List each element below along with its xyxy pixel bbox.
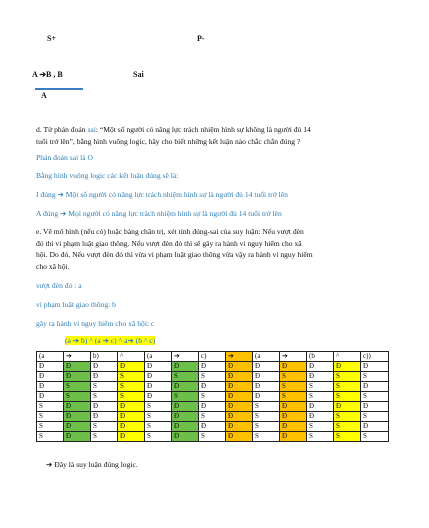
truth-table-cell: S [334,432,361,442]
truth-table-cell: S [145,402,172,412]
truth-table-cell: Đ [253,362,280,372]
truth-table-cell: Đ [280,402,307,412]
var-a: vượt đèn đỏ : a [36,281,82,290]
truth-table-header-cell: ^ [118,352,145,362]
truth-table-cell: Đ [226,382,253,392]
truth-table-cell: Đ [226,402,253,412]
truth-table-header-cell: ^ [334,352,361,362]
truth-table-cell: Đ [334,402,361,412]
truth-table-cell: S [307,422,334,432]
truth-table-cell: Đ [91,412,118,422]
question-e [36,226,396,272]
truth-table-cell: Đ [145,362,172,372]
truth-table-cell: S [199,412,226,422]
truth-table-cell: S [37,402,64,412]
truth-table-cell: S [307,432,334,442]
question-e-line3: hội. Do đó, Nếu vượt đèn đỏ thì vừa vi phạm luật giao thông vừa vậy ra hành vi nguy hiểm [36,250,313,259]
truth-table-cell: S [172,372,199,382]
a-label: A [41,91,47,100]
question-sai: sai [87,125,96,134]
truth-table-header-cell: ➔ [172,352,199,362]
truth-table-cell: Đ [334,362,361,372]
s-plus-label: S+ [47,34,57,43]
table-row [37,372,389,382]
truth-table-cell: S [280,372,307,382]
truth-table-cell: S [91,422,118,432]
truth-table-cell: S [253,422,280,432]
underline-divider [35,88,83,90]
truth-table-cell: Đ [307,372,334,382]
truth-table-cell: S [280,392,307,402]
truth-table-cell: Đ [199,362,226,372]
judgement-text: Phán đoán sai là O [36,153,93,162]
table-row [37,412,389,422]
truth-table-cell: Đ [226,362,253,372]
truth-table-cell: Đ [91,362,118,372]
truth-table-cell: S [145,432,172,442]
truth-table-cell: Đ [307,402,334,412]
truth-table-cell: Đ [145,372,172,382]
sai-label: Sai [133,70,144,79]
formula-text: (a ➔ b) ^ (a ➔ c) ^ a➔ (b ^ c) [65,336,156,345]
truth-table-cell: Đ [64,362,91,372]
truth-table-cell: S [253,402,280,412]
table-row [37,422,389,432]
truth-table-cell: Đ [118,432,145,442]
truth-table-cell: Đ [172,412,199,422]
truth-table-cell: S [145,412,172,422]
truth-table-cell: S [307,392,334,402]
p-minus-label: P- [197,34,205,43]
truth-table-cell: Đ [118,412,145,422]
truth-table-cell: Đ [361,382,389,392]
truth-table-cell: Đ [280,362,307,372]
truth-table-cell: S [253,432,280,442]
question-e-line2: đỏ thì vi phạm luật giao thông. Nếu vượt đèn đỏ thì sẽ gây ra hành vi nguy hiểm cho xã [36,238,302,248]
truth-table-cell: S [334,392,361,402]
truth-table-header-cell: (a [145,352,172,362]
truth-table-header-cell: b) [91,352,118,362]
question-line1-rest: : “Một số người có năng lực trách nhiệm hình sự không là người đủ 14 [95,125,311,134]
truth-table-cell: S [64,392,91,402]
truth-table-cell: Đ [172,422,199,432]
truth-table-cell: Đ [199,422,226,432]
question-prefix: d. Từ phán đoán [36,125,88,134]
truth-table-cell: Đ [253,382,280,392]
truth-table-cell: S [361,412,389,422]
truth-table-header-cell: (a [37,352,64,362]
truth-table-header [37,352,389,362]
truth-table-cell: Đ [37,382,64,392]
truth-table-cell: Đ [226,392,253,402]
table-row [37,382,389,392]
truth-table-cell: S [199,432,226,442]
var-c: gây ra hành vi nguy hiểm cho xã hội: c [36,319,155,328]
truth-table-cell: S [145,422,172,432]
truth-table-cell: Đ [307,362,334,372]
truth-table-cell: Đ [280,412,307,422]
truth-table-cell: S [91,382,118,392]
final-conclusion: ➔ Đây là suy luận đúng logic. [46,460,138,469]
truth-table-cell: Đ [280,432,307,442]
truth-table-cell: S [37,422,64,432]
truth-table-header-cell: c) [199,352,226,362]
truth-table-header-cell: c)) [361,352,389,362]
truth-table-cell: Đ [172,432,199,442]
truth-table-cell: S [253,412,280,422]
truth-table-cell: S [172,392,199,402]
truth-table-cell: Đ [172,362,199,372]
truth-table-cell: S [199,392,226,402]
truth-table-header-cell: (a [253,352,280,362]
truth-table-cell: S [334,382,361,392]
table-row [37,402,389,412]
truth-table-cell: S [118,372,145,382]
truth-table-cell: Đ [64,422,91,432]
truth-table-cell: Đ [64,372,91,382]
truth-table-cell: S [307,382,334,392]
truth-table-cell: Đ [253,392,280,402]
truth-table-cell: Đ [307,412,334,422]
truth-table-header-cell: ➔ [280,352,307,362]
truth-table-cell: Đ [37,372,64,382]
truth-table-header-cell: ➔ [64,352,91,362]
truth-table-cell: Đ [37,392,64,402]
truth-table-cell: S [334,372,361,382]
truth-table-cell: S [64,382,91,392]
truth-table-cell: Đ [91,402,118,412]
truth-table-cell: Đ [118,362,145,372]
truth-table-cell: Đ [226,412,253,422]
table-row [37,432,389,442]
truth-table-cell: S [37,432,64,442]
truth-table-cell: S [361,372,389,382]
truth-table-cell: S [334,412,361,422]
truth-table-cell: Đ [199,402,226,412]
truth-table-cell: Đ [37,362,64,372]
var-b: vi phạm luật giao thông: b [36,300,116,309]
truth-table-cell: Đ [64,432,91,442]
truth-table-cell: S [91,432,118,442]
truth-table-cell: Đ [361,402,389,412]
truth-table-cell: S [118,392,145,402]
truth-table-cell: Đ [172,382,199,392]
truth-table-cell: S [334,422,361,432]
truth-table-cell: S [280,382,307,392]
question-d [36,124,396,147]
truth-table-cell: S [361,432,389,442]
truth-table-cell: Đ [226,422,253,432]
truth-table-cell: Đ [361,362,389,372]
truth-table-cell: Đ [199,382,226,392]
truth-table-header-cell: (b [307,352,334,362]
truth-table-cell: S [118,382,145,392]
truth-table-cell: Đ [280,422,307,432]
truth-table [36,351,389,442]
formula [65,335,155,347]
square-title: Bằng hình vuông logic các kết luận đúng sẽ là: [36,171,179,180]
truth-table-cell: Đ [172,402,199,412]
question-line2: tuổi trở lên”, bằng hình vuông logic, hãy cho biết những kết luận nào chắc chắn đúng ? [36,136,301,146]
truth-table-cell: Đ [361,422,389,432]
truth-table-cell: Đ [64,412,91,422]
truth-table-cell: S [91,392,118,402]
truth-table-cell: Đ [145,382,172,392]
conclusion-a: A đúng ➔ Mọi người có năng lực trách nhiệm hình sự là người đủ 14 tuổi trở lên [36,209,282,218]
truth-table-cell: Đ [226,432,253,442]
truth-table-cell: S [199,372,226,382]
conclusion-i: I đúng ➔ Một số người có năng lực trách nhiệm hình sự là người đủ 14 tuổi trở lên [36,190,288,199]
table-row [37,362,389,372]
truth-table-cell: Đ [91,372,118,382]
a-b-label: A ➔B , B [32,70,63,79]
truth-table-cell: Đ [145,392,172,402]
truth-table-cell: Đ [226,372,253,382]
truth-table-header-cell: ➔ [226,352,253,362]
question-e-line4: cho xã hội. [36,261,70,271]
truth-table-cell: Đ [253,372,280,382]
truth-table-cell: S [361,392,389,402]
truth-table-cell: Đ [118,422,145,432]
question-e-line1: e. Vẽ mô hình (nếu có) hoặc bảng chân trị, xét tính đúng-sai của suy luận: Nếu vượt đèn [36,227,304,236]
table-row [37,392,389,402]
truth-table-cell: Đ [64,402,91,412]
truth-table-cell: Đ [118,402,145,412]
truth-table-cell: S [37,412,64,422]
